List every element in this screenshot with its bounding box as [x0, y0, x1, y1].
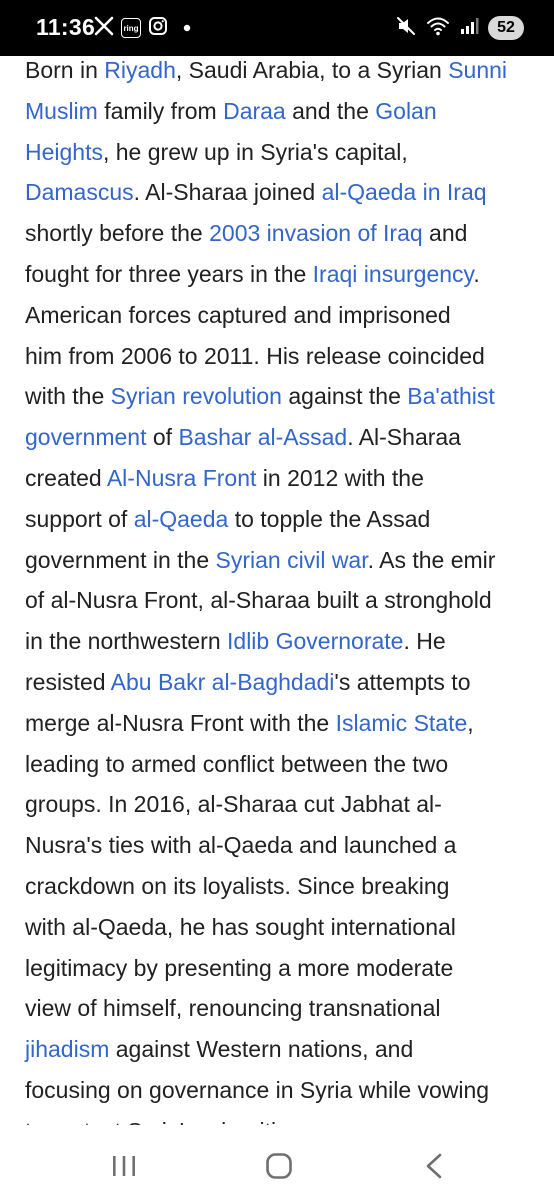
article-link[interactable]: Syrian civil war [215, 546, 368, 573]
article-text: in 2012 with the [256, 464, 424, 491]
recent-apps-icon [111, 1155, 137, 1177]
article-line [25, 458, 535, 499]
article-text: merge al-Nusra Front with the [25, 709, 336, 736]
article-link[interactable]: Islamic State [335, 709, 468, 736]
article-text: groups. In 2016, al-Sharaa cut Jabhat al- [25, 791, 442, 818]
article-link[interactable]: al-Qaeda [133, 505, 229, 532]
article-text: against Western nations, and [109, 1036, 414, 1063]
article-text: against the [281, 383, 408, 410]
article-line [25, 948, 535, 989]
article-text: . Al-Sharaa [347, 424, 461, 451]
article-line [25, 662, 535, 703]
article-line [25, 417, 535, 458]
notification-icons [94, 15, 191, 41]
article-text: leading to armed conflict between the two [25, 750, 449, 777]
article-line [25, 499, 535, 540]
home-button[interactable] [265, 1152, 293, 1180]
article-line [25, 988, 535, 1029]
status-bar [0, 0, 554, 56]
article-line [25, 91, 535, 132]
article-text: family from [97, 97, 224, 124]
article-text: Nusra's ties with al-Qaeda and launched a [25, 832, 457, 859]
article-line [25, 540, 535, 581]
article-text: Born in [25, 57, 105, 83]
article-text: view of himself, renouncing transnational [25, 995, 441, 1022]
back-button[interactable] [423, 1152, 445, 1180]
article-line [25, 621, 535, 662]
article-link[interactable]: Riyadh [104, 57, 176, 83]
article-line [25, 784, 535, 825]
article-link[interactable]: Muslim [25, 97, 98, 124]
article-line [25, 295, 535, 336]
article-link[interactable]: Abu Bakr al-Baghdadi [110, 668, 335, 695]
article-text: . [473, 260, 480, 287]
wifi-icon [426, 15, 450, 42]
article-link[interactable]: Sunni [448, 57, 508, 83]
article-text: with al-Qaeda, he has sought international [25, 913, 456, 940]
article-line [25, 1029, 535, 1070]
article-line [25, 907, 535, 948]
navigation-bar [0, 1125, 554, 1200]
article-body [25, 50, 535, 1125]
signal-icon [459, 16, 479, 41]
home-icon [265, 1152, 293, 1180]
instagram-icon [148, 16, 168, 41]
article-text: resisted [25, 668, 111, 695]
article-text: in the northwestern [25, 628, 228, 655]
article-text: focusing on governance in Syria while vowing [25, 1076, 490, 1103]
article-text: to topple the Assad [228, 505, 431, 532]
article-text: American forces captured and imprisoned [25, 301, 451, 328]
article-text: legitimacy by presenting a more moderate [25, 954, 454, 981]
article-text: , [467, 709, 474, 736]
article-line [25, 376, 535, 417]
system-icons [395, 14, 524, 42]
article-text: crackdown on its loyalists. Since breaking [25, 872, 450, 899]
battery-indicator: 52 [488, 16, 524, 40]
article-text: , Saudi Arabia, to a Syrian [175, 57, 449, 83]
article-link[interactable]: Syrian revolution [110, 383, 282, 410]
article-link[interactable]: Damascus [25, 179, 134, 206]
article-text: . As the emir [367, 546, 496, 573]
article-text: . Al-Sharaa joined [133, 179, 322, 206]
article-text: fought for three years in the [25, 260, 313, 287]
article-line [25, 336, 535, 377]
article-link[interactable]: Daraa [223, 97, 286, 124]
back-icon [423, 1152, 445, 1180]
article-text: of al-Nusra Front, al-Sharaa built a stronghold [25, 587, 492, 614]
article-link[interactable]: Heights [25, 138, 103, 165]
ring-icon-label: ring [123, 23, 139, 33]
article-line [25, 132, 535, 173]
article-line [25, 1070, 535, 1111]
ring-icon [121, 18, 141, 38]
article-line [25, 744, 535, 785]
article-link[interactable]: Iraqi insurgency [312, 260, 474, 287]
x-icon [94, 16, 114, 41]
article-link[interactable]: Al-Nusra Front [106, 464, 257, 491]
article-line [25, 825, 535, 866]
article-text: shortly before the [25, 220, 210, 247]
article-link[interactable]: al-Qaeda in Iraq [321, 179, 487, 206]
article-line [25, 213, 535, 254]
article-text: support of [25, 505, 134, 532]
article-link[interactable]: 2003 invasion of Iraq [209, 220, 423, 247]
article-text: and the [285, 97, 376, 124]
article-link[interactable]: jihadism [25, 1036, 110, 1063]
article-link[interactable]: Ba'athist [407, 383, 495, 410]
article-line [25, 866, 535, 907]
article-text: 's attempts to [334, 668, 471, 695]
article-line [25, 50, 535, 91]
article-text: and [422, 220, 468, 247]
article-text: government in the [25, 546, 216, 573]
article-text: created [25, 464, 107, 491]
article-link[interactable]: government [25, 424, 147, 451]
mute-icon [395, 15, 417, 42]
article-text: , he grew up in Syria's capital, [102, 138, 408, 165]
status-time: 11:36 [36, 14, 96, 40]
article-link[interactable]: Golan [375, 97, 437, 124]
article-line [25, 254, 535, 295]
article-line [25, 172, 535, 213]
article-line [25, 703, 535, 744]
article-line [25, 580, 535, 621]
article-text: . He [403, 628, 446, 655]
article-link[interactable]: Idlib Governorate [227, 628, 404, 655]
article-link[interactable]: Bashar al-Assad [178, 424, 348, 451]
dot-icon [183, 19, 191, 37]
article-text: of [146, 424, 179, 451]
article-text: with the [25, 383, 111, 410]
article-text: him from 2006 to 2011. His release coincided [25, 342, 485, 369]
recent-apps-button[interactable] [111, 1155, 137, 1177]
